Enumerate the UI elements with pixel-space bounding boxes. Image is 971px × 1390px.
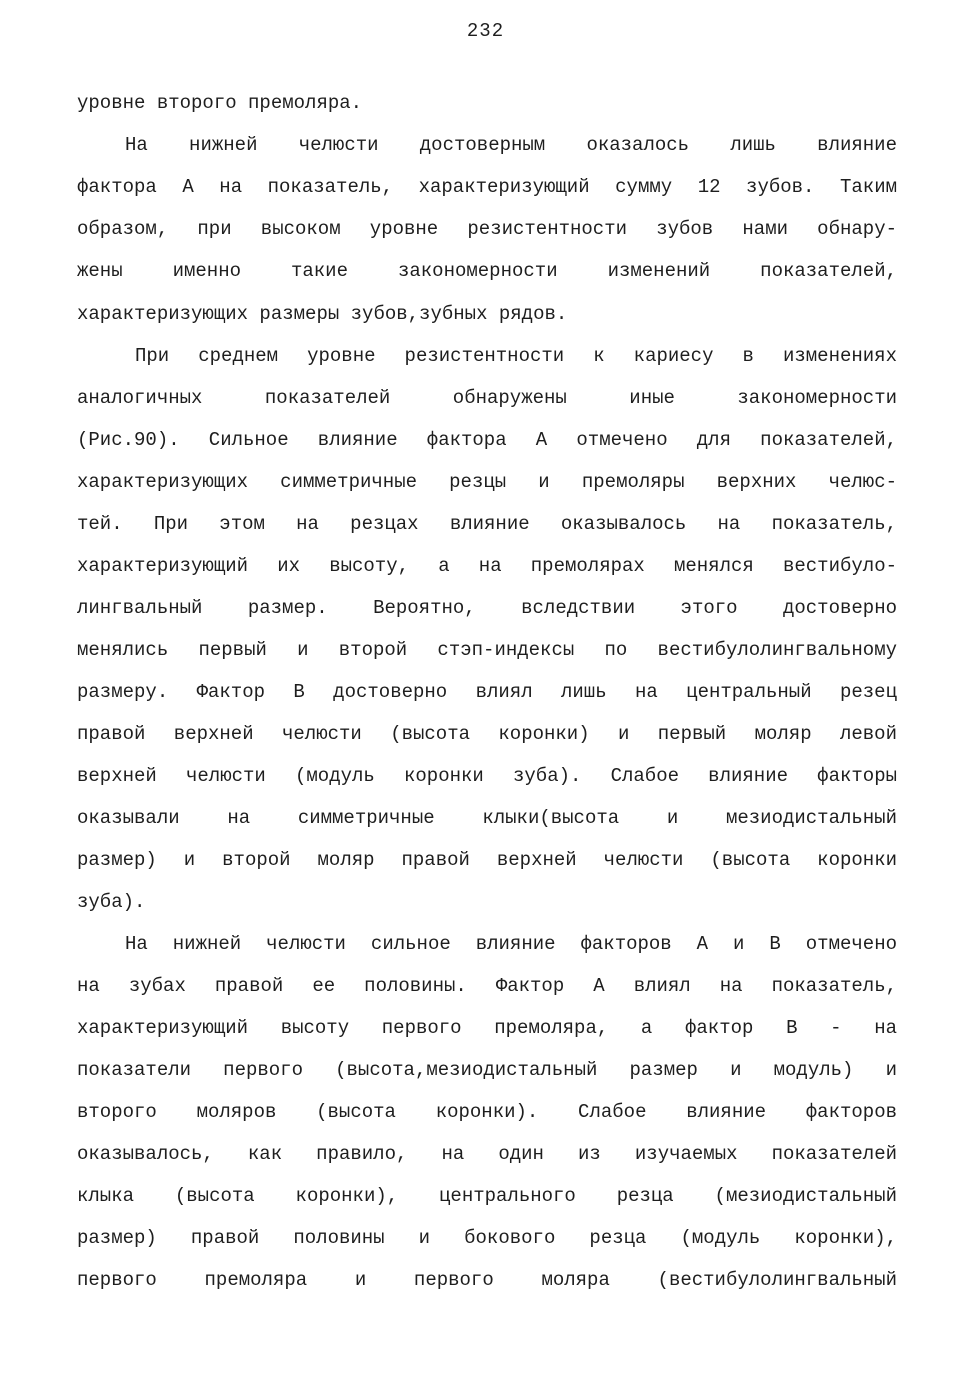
text-line: оказывалось, как правило, на один из изучаемых показателей (77, 1143, 897, 1165)
text-line: размер) правой половины и бокового резца (модуль коронки), (77, 1227, 897, 1249)
text-line: зуба). (77, 891, 146, 913)
text-line: показатели первого (высота,мезиодистальный размер и модуль) и (77, 1059, 897, 1081)
text-line: оказывали на симметричные клыки(высота и мезиодистальный (77, 807, 897, 829)
text-line: На нижней челюсти сильное влияние факторов А и В отмечено (125, 933, 897, 955)
text-line: менялись первый и второй стэп-индексы по вестибулолингвальному (77, 639, 897, 661)
text-line: характеризующих симметричные резцы и премоляры верхних челюс- (77, 471, 897, 493)
text-line: аналогичных показателей обнаружены иные закономерности (77, 387, 897, 409)
text-line: уровне второго премоляра. (77, 92, 363, 114)
text-line: размеру. Фактор В достоверно влиял лишь на центральный резец (77, 681, 897, 703)
text-line: размер) и второй моляр правой верхней челюсти (высота коронки (77, 849, 897, 871)
text-line: на зубах правой ее половины. Фактор А влиял на показатель, (77, 975, 897, 997)
text-line: второго моляров (высота коронки). Слабое влияние факторов (77, 1101, 897, 1123)
text-line: первого премоляра и первого моляра (вестибулолингвальный (77, 1269, 897, 1291)
text-line: фактора А на показатель, характеризующий сумму 12 зубов. Таким (77, 176, 897, 198)
text-line: характеризующий высоту первого премоляра, а фактор В - на (77, 1017, 897, 1039)
page-number: 232 (466, 20, 505, 42)
text-line: жены именно такие закономерности изменений показателей, (77, 260, 897, 282)
text-line: На нижней челюсти достоверным оказалось лишь влияние (125, 134, 897, 156)
text-line: правой верхней челюсти (высота коронки) и первый моляр левой (77, 723, 897, 745)
text-line: (Рис.90). Сильное влияние фактора А отмечено для показателей, (77, 429, 897, 451)
text-line: образом, при высоком уровне резистентности зубов нами обнару- (77, 218, 897, 240)
text-line: верхней челюсти (модуль коронки зуба). Слабое влияние факторы (77, 765, 897, 787)
text-line: клыка (высота коронки), центрального резца (мезиодистальный (77, 1185, 897, 1207)
text-line: При среднем уровне резистентности к кариесу в изменениях (135, 345, 897, 367)
text-line: характеризующий их высоту, а на премолярах менялся вестибуло- (77, 555, 897, 577)
text-line: лингвальный размер. Вероятно, вследствии этого достоверно (77, 597, 897, 619)
text-line: характеризующих размеры зубов,зубных рядов. (77, 303, 568, 325)
text-line: тей. При этом на резцах влияние оказывалось на показатель, (77, 513, 897, 535)
